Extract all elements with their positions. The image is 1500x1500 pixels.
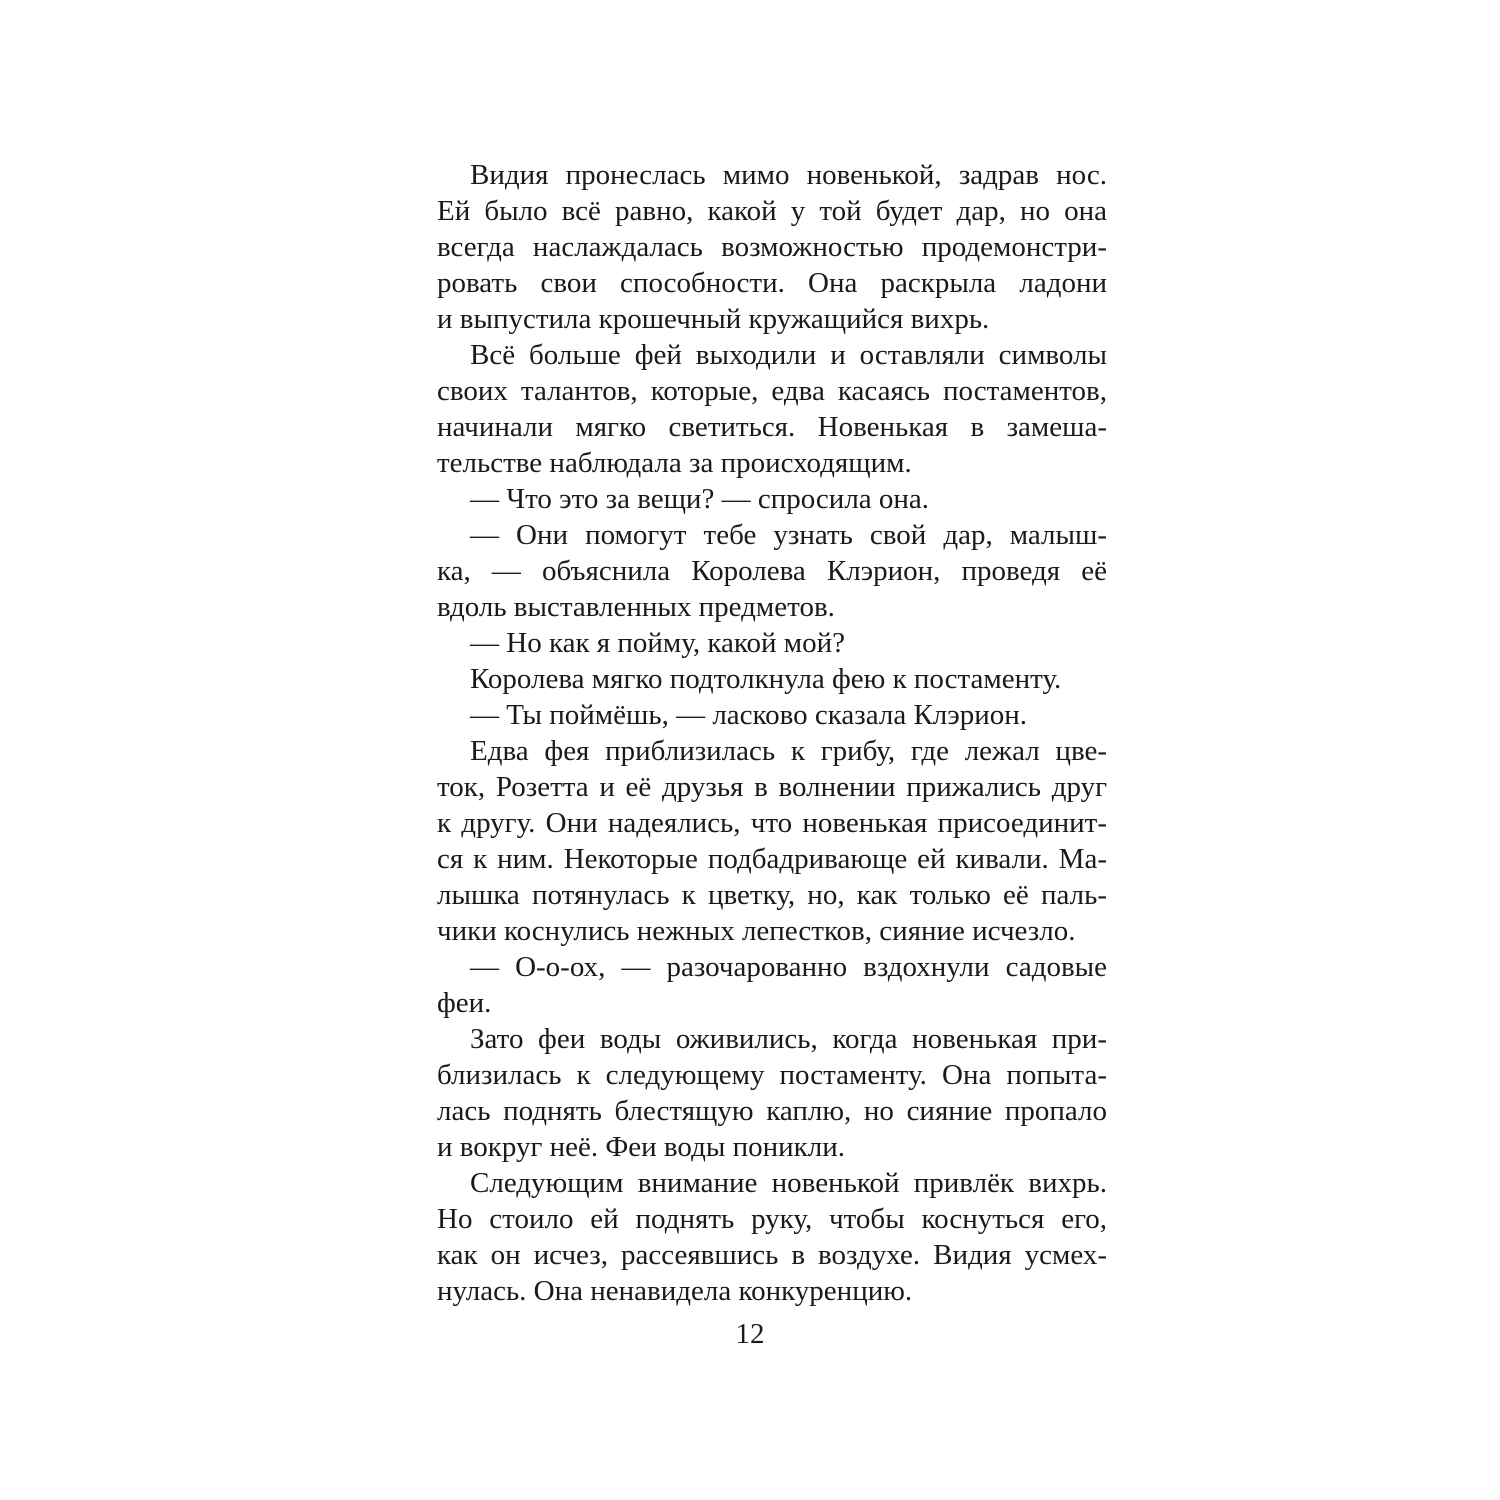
text-line: Всё больше фей выходили и оставляли символы [470,339,1107,371]
text-line: своих талантов, которые, едва касаясь постаментов, [437,375,1107,407]
text-line: ровать свои способности. Она раскрыла ладони [437,267,1107,299]
text-line: тельстве наблюдала за происходящим. [437,447,912,479]
text-line: Зато феи воды оживились, когда новенькая при- [470,1023,1107,1055]
text-line: Видия пронеслась мимо новенькой, задрав нос. [470,159,1107,191]
text-line: лышка потянулась к цветку, но, как только её паль- [437,879,1107,911]
text-line: Едва фея приблизилась к грибу, где лежал цве- [470,735,1107,767]
text-line: Но стоило ей поднять руку, чтобы коснуться его, [437,1203,1107,1235]
page-number: 12 [735,1318,765,1350]
text-line: как он исчез, рассеявшись в воздухе. Видия усмех- [437,1239,1107,1271]
text-line: чики коснулись нежных лепестков, сияние исчезло. [437,915,1076,947]
text-line: вдоль выставленных предметов. [437,591,835,623]
text-line: — Ты поймёшь, — ласково сказала Клэрион. [470,699,1028,731]
text-line: Следующим внимание новенькой привлёк вихрь. [470,1167,1107,1199]
text-line: начинали мягко светиться. Новенькая в замеша- [437,411,1107,443]
text-line: феи. [437,987,492,1019]
text-line: Ей было всё равно, какой у той будет дар, но она [437,195,1107,227]
text-line: близилась к следующему постаменту. Она попыта- [437,1059,1107,1091]
text-line: — Что это за вещи? — спросила она. [470,483,930,515]
text-line: Королева мягко подтолкнула фею к постаменту. [470,663,1062,695]
text-line: и вокруг неё. Феи воды поникли. [437,1131,845,1163]
text-line: к другу. Они надеялись, что новенькая присоединит- [437,807,1107,839]
text-line: всегда наслаждалась возможностью продемонстри- [437,231,1107,263]
text-line: и выпустила крошечный кружащийся вихрь. [437,303,990,335]
text-line: ка, — объяснила Королева Клэрион, проведя её [437,555,1107,587]
text-line: ся к ним. Некоторые подбадривающе ей кивали. Ма- [437,843,1107,875]
text-line: нулась. Она ненавидела конкуренцию. [437,1275,913,1307]
text-line: — О-о-ох, — разочарованно вздохнули садовые [470,951,1107,983]
text-line: — Они помогут тебе узнать свой дар, малыш- [470,519,1107,551]
text-line: ток, Розетта и её друзья в волнении прижались друг [437,771,1107,803]
text-line: — Но как я пойму, какой мой? [470,627,846,659]
text-line: лась поднять блестящую каплю, но сияние пропало [437,1095,1107,1127]
